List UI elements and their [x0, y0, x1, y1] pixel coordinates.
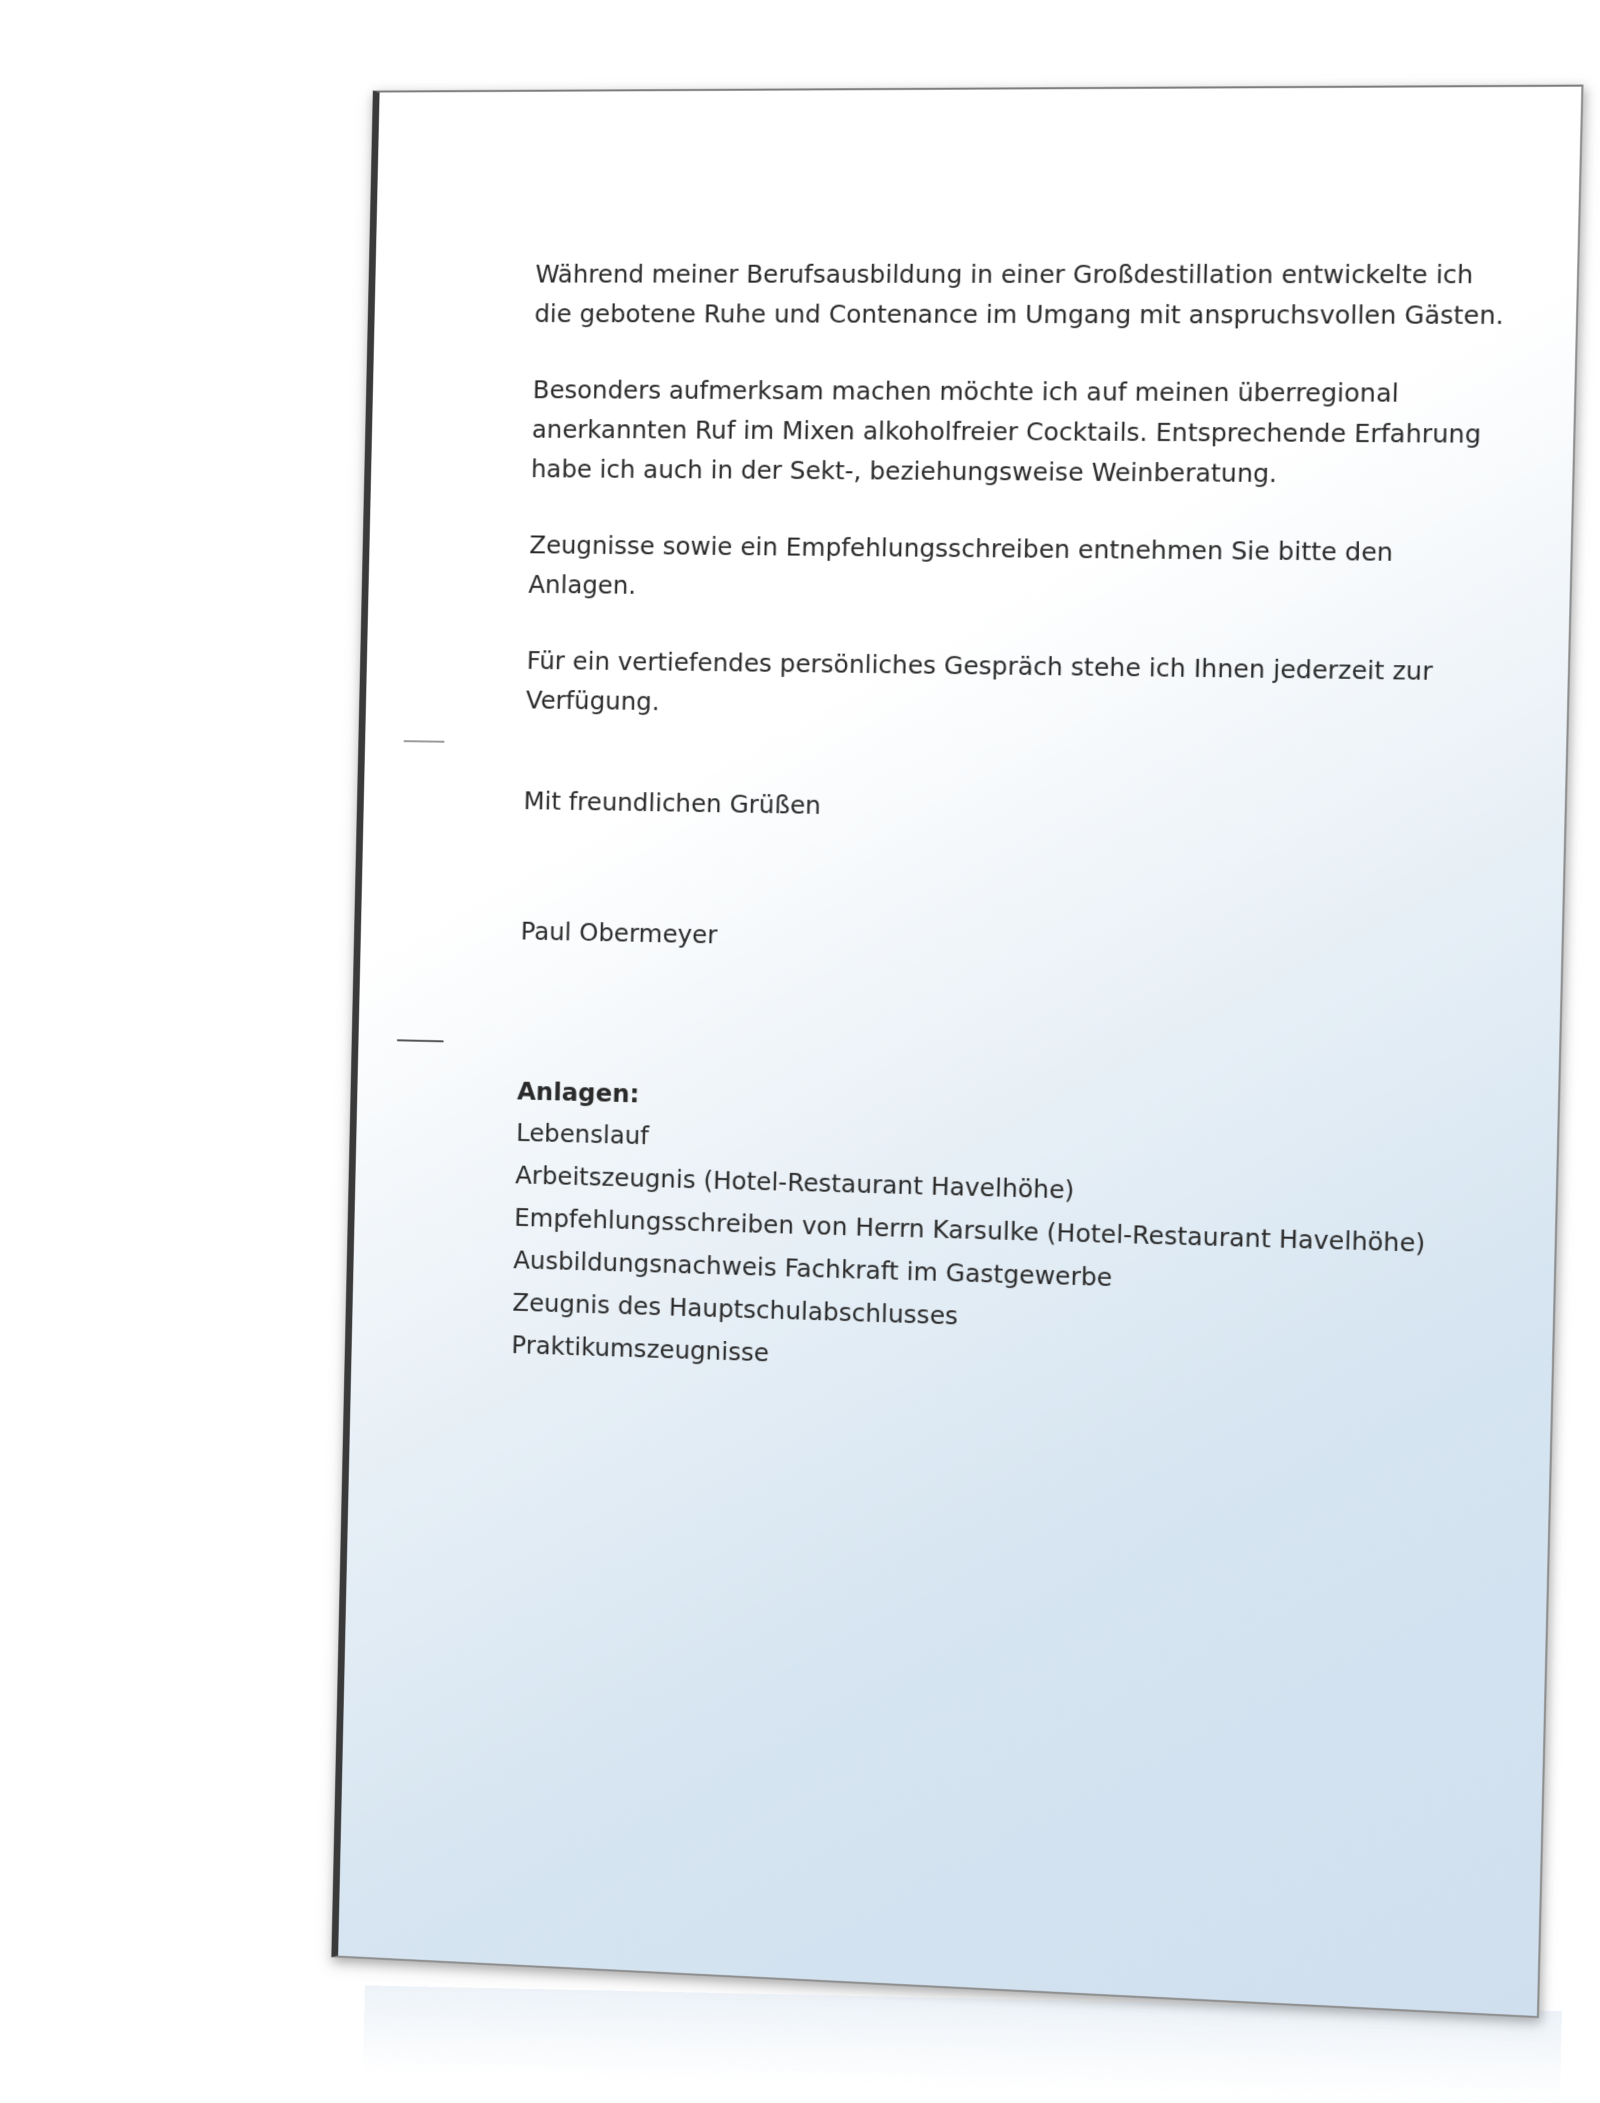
closing-greeting: Mit freundlichen Grüßen: [523, 786, 822, 820]
paper-sheet: [331, 85, 1583, 2019]
attachment-item: Praktikumszeugnisse: [511, 1330, 770, 1368]
punch-mark: [397, 1039, 443, 1042]
paragraph-interview: Für ein vertiefendes persönliches Gespräch stehe ich Ihnen jederzeit zur Verfügung.: [525, 646, 1434, 717]
signature-name: Paul Obermeyer: [520, 916, 718, 950]
letter-body: [511, 255, 1518, 1398]
attachment-item: Arbeitszeugnis (Hotel-Restaurant Havelhöhe): [514, 1160, 1075, 1205]
attachment-item: Zeugnis des Hauptschulabschlusses: [512, 1287, 959, 1331]
paragraph-cocktails: Besonders aufmerksam machen möchte ich auf meinen überregional anerkannten Ruf im Mixen alkoholfreier Cocktails. Entsprechende Erfahrung habe ich auch in der Sekt-, beziehungsweise Weinberatung.: [530, 375, 1482, 489]
paper-sheet-wrapper: [331, 85, 1583, 2019]
paragraph-training: Während meiner Berufsausbildung in einer Großdestillation entwickelte ich die gebotene Ruhe und Contenance im Umgang mit anspruchsvollen Gästen.: [534, 259, 1505, 330]
attachment-item: Ausbildungsnachweis Fachkraft im Gastgewerbe: [513, 1245, 1113, 1293]
attachments-list: [511, 1111, 1497, 1398]
attachment-item: Empfehlungsschreiben von Herrn Karsulke (Hotel-Restaurant Havelhöhe): [514, 1203, 1426, 1258]
attachment-item: Lebenslauf: [515, 1118, 650, 1151]
attachments-heading: Anlagen:: [516, 1076, 640, 1109]
paragraph-certificates: Zeugnisse sowie ein Empfehlungsschreiben entnehmen Sie bitte den Anlagen.: [528, 530, 1394, 600]
fold-mark: [404, 740, 445, 743]
